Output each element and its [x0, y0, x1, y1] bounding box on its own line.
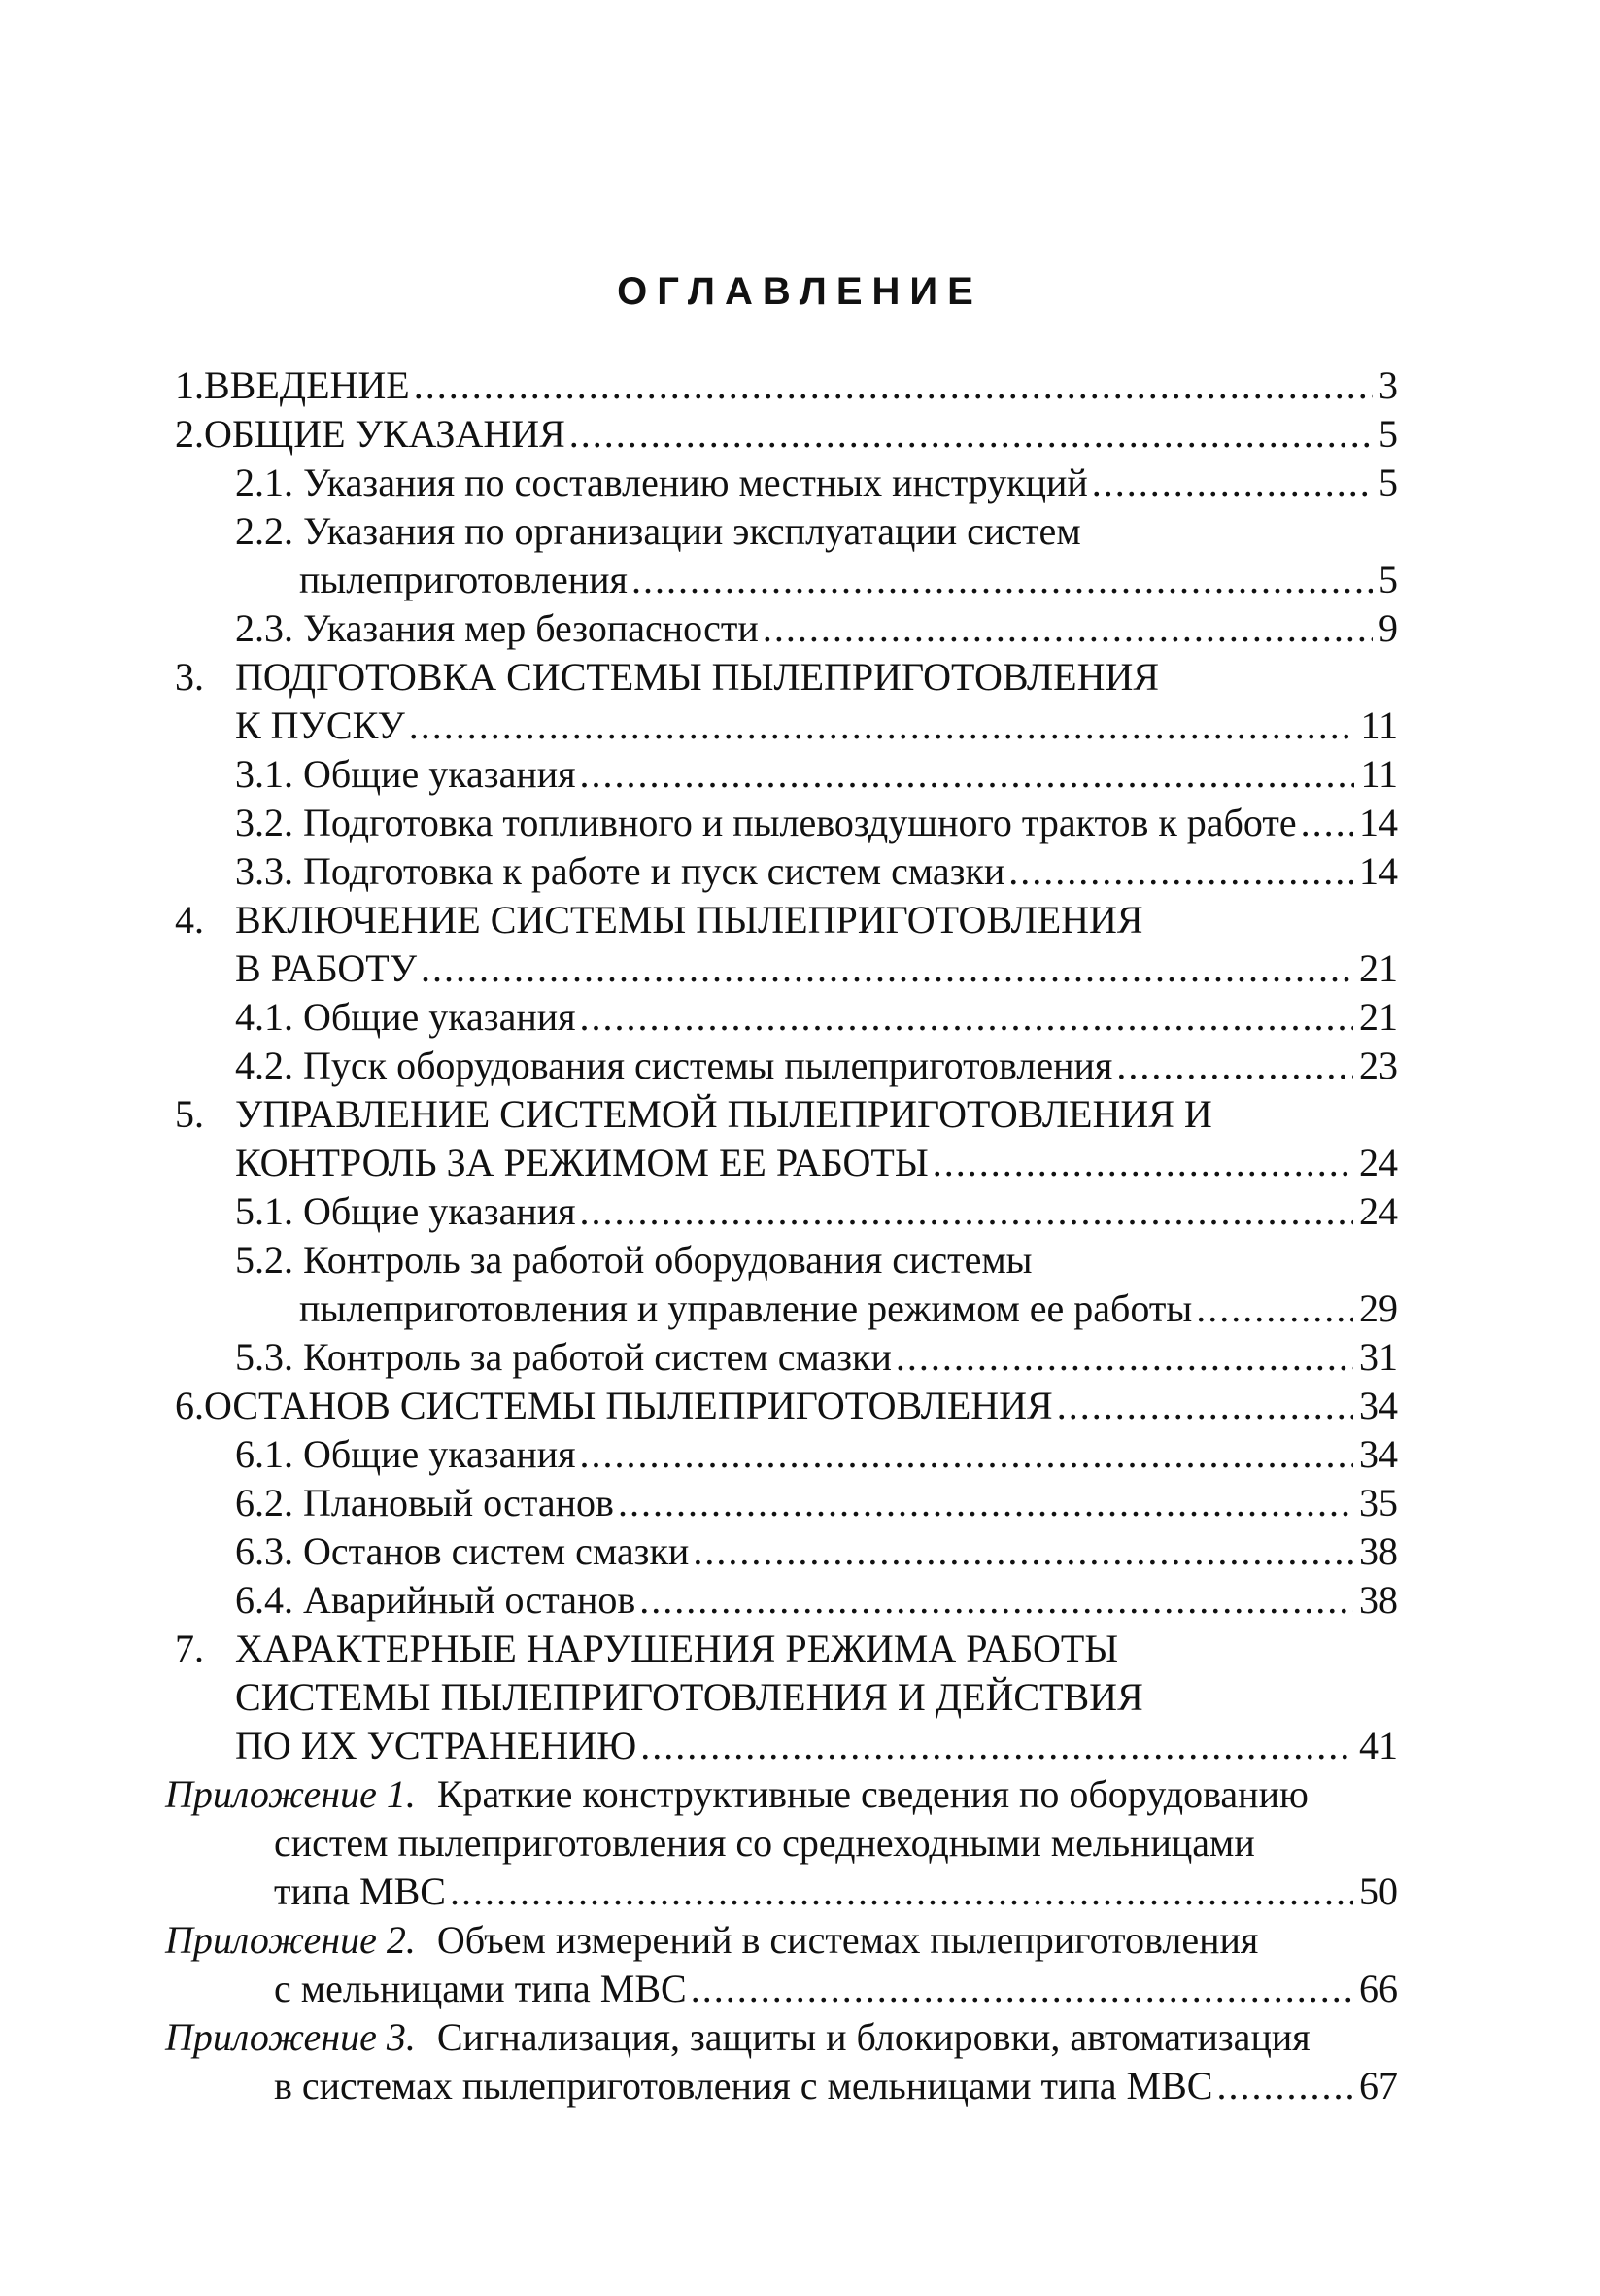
- entry-title: В РАБОТУ: [235, 946, 418, 990]
- entry-title: ХАРАКТЕРНЫЕ НАРУШЕНИЯ РЕЖИМА РАБОТЫ: [235, 1627, 1119, 1670]
- toc-entry: [235, 847, 1398, 896]
- toc-entry: [235, 1187, 1398, 1236]
- entry-title: 4.2. Пуск оборудования системы пылеприготовления: [235, 1044, 1113, 1087]
- leader-dots: [639, 1576, 1353, 1625]
- toc-entry: [175, 1090, 1212, 1139]
- entry-number: 1.: [175, 363, 204, 407]
- entry-title: ОСТАНОВ СИСТЕМЫ ПЫЛЕПРИГОТОВЛЕНИЯ: [204, 1384, 1053, 1427]
- entry-title: 6.3. Останов систем смазки: [235, 1529, 690, 1573]
- entry-title: 3.3. Подготовка к работе и пуск систем смазки: [235, 849, 1005, 893]
- leader-dots: [1008, 847, 1353, 896]
- entry-title: КОНТРОЛЬ ЗА РЕЖИМОМ ЕЕ РАБОТЫ: [235, 1141, 929, 1184]
- leader-dots: [580, 750, 1355, 799]
- entry-page: 41: [1359, 1724, 1398, 1767]
- toc-entry: [175, 1625, 1118, 1673]
- entry-page: 24: [1359, 1189, 1398, 1233]
- toc-entry: [175, 896, 1143, 944]
- toc-entry: [175, 361, 1398, 410]
- entry-title: ОБЩИЕ УКАЗАНИЯ: [204, 412, 565, 456]
- entry-title: 4.1. Общие указания: [235, 995, 576, 1039]
- entry-page: 11: [1360, 752, 1398, 796]
- leader-dots: [1092, 459, 1373, 507]
- appendix-label: Приложение 1.: [165, 1772, 416, 1816]
- entry-title: 5.2. Контроль за работой оборудования системы: [235, 1238, 1033, 1282]
- entry-number: 4.: [175, 898, 204, 942]
- entry-page: 9: [1379, 606, 1398, 650]
- entry-title: с мельницами типа МВС: [274, 1967, 687, 2010]
- entry-page: 5: [1379, 461, 1398, 504]
- leader-dots: [933, 1139, 1353, 1187]
- leader-dots: [580, 993, 1353, 1042]
- leader-dots: [580, 1430, 1353, 1479]
- leader-dots: [450, 1868, 1353, 1916]
- toc-entry-appendix: [165, 2013, 1311, 2062]
- toc-entry: [235, 1479, 1398, 1527]
- entry-title: 3.1. Общие указания: [235, 752, 576, 796]
- leader-dots: [618, 1479, 1353, 1527]
- toc-entry: [235, 750, 1398, 799]
- entry-title: 6.1. Общие указания: [235, 1432, 576, 1476]
- entry-title: УПРАВЛЕНИЕ СИСТЕМОЙ ПЫЛЕПРИГОТОВЛЕНИЯ И: [235, 1092, 1212, 1136]
- entry-number: 3.: [175, 655, 204, 699]
- leader-dots: [421, 944, 1353, 993]
- toc-entry-continuation: [274, 1965, 1398, 2013]
- leader-dots: [1216, 2062, 1353, 2110]
- entry-title: 5.1. Общие указания: [235, 1189, 576, 1233]
- appendix-label: Приложение 3.: [165, 2015, 416, 2059]
- entry-page: 34: [1359, 1432, 1398, 1476]
- toc-entry: [235, 604, 1398, 653]
- leader-dots: [1116, 1042, 1353, 1090]
- toc-entry: [235, 799, 1398, 847]
- toc-entry: [235, 1576, 1398, 1625]
- entry-page: 3: [1379, 363, 1398, 407]
- entry-page: 11: [1360, 703, 1398, 747]
- entry-page: 5: [1379, 412, 1398, 456]
- entry-title: ВВЕДЕНИЕ: [204, 363, 410, 407]
- entry-page: 5: [1379, 558, 1398, 601]
- leader-dots: [1196, 1285, 1353, 1333]
- entry-page: 14: [1359, 849, 1398, 893]
- entry-title: в системах пылеприготовления с мельницами типа МВС: [274, 2064, 1213, 2108]
- entry-page: 23: [1359, 1044, 1398, 1087]
- entry-title: ПОДГОТОВКА СИСТЕМЫ ПЫЛЕПРИГОТОВЛЕНИЯ: [235, 655, 1160, 699]
- entry-page: 29: [1359, 1286, 1398, 1330]
- entry-title: систем пылеприготовления со среднеходными мельницами: [274, 1821, 1255, 1865]
- entry-title: 6.4. Аварийный останов: [235, 1578, 636, 1622]
- toc-entry: [235, 993, 1398, 1042]
- leader-dots: [640, 1722, 1353, 1770]
- toc-entry: [175, 653, 1159, 702]
- leader-dots: [763, 604, 1373, 653]
- toc-entry-continuation: [299, 1285, 1398, 1333]
- entry-page: 14: [1359, 801, 1398, 844]
- entry-title: типа МВС: [274, 1869, 446, 1913]
- leader-dots: [693, 1527, 1353, 1576]
- toc-entry-continuation: [274, 1868, 1398, 1916]
- toc-entry-continuation: [235, 702, 1398, 750]
- toc-entry-appendix: [165, 1916, 1258, 1965]
- toc-entry-continuation: [235, 944, 1398, 993]
- entry-title: пылеприготовления и управление режимом ее работы: [299, 1286, 1193, 1330]
- entry-number: 2.: [175, 412, 204, 456]
- entry-title: Объем измерений в системах пылеприготовления: [436, 1918, 1259, 1962]
- toc-entry: [235, 1430, 1398, 1479]
- entry-page: 21: [1359, 995, 1398, 1039]
- entry-title: 2.1. Указания по составлению местных инструкций: [235, 461, 1088, 504]
- toc-entry: [175, 410, 1398, 459]
- entry-number: 7.: [175, 1627, 204, 1670]
- toc-entry-continuation: [274, 1819, 1255, 1868]
- entry-number: 6.: [175, 1384, 204, 1427]
- toc-entry-continuation: [274, 2062, 1398, 2110]
- toc-entry: [175, 1382, 1398, 1430]
- leader-dots: [414, 361, 1373, 410]
- entry-title: К ПУСКУ: [235, 703, 405, 747]
- entry-title: СИСТЕМЫ ПЫЛЕПРИГОТОВЛЕНИЯ И ДЕЙСТВИЯ: [235, 1675, 1143, 1719]
- entry-page: 38: [1359, 1578, 1398, 1622]
- entry-page: 35: [1359, 1481, 1398, 1525]
- toc-entry: [235, 459, 1398, 507]
- entry-page: 38: [1359, 1529, 1398, 1573]
- leader-dots: [1057, 1382, 1353, 1430]
- entry-number: 5.: [175, 1092, 204, 1136]
- toc-entry-appendix: [165, 1770, 1309, 1819]
- entry-title: 2.2. Указания по организации эксплуатации систем: [235, 509, 1081, 553]
- leader-dots: [1301, 799, 1353, 847]
- toc-entry-continuation: [299, 556, 1398, 604]
- entry-page: 50: [1359, 1869, 1398, 1913]
- appendix-label: Приложение 2.: [165, 1918, 416, 1962]
- leader-dots: [896, 1333, 1353, 1382]
- entry-page: 21: [1359, 946, 1398, 990]
- toc-entry: [235, 1236, 1033, 1285]
- entry-page: 24: [1359, 1141, 1398, 1184]
- entry-title: 5.3. Контроль за работой систем смазки: [235, 1335, 892, 1379]
- toc-entry-continuation: [235, 1673, 1143, 1722]
- leader-dots: [569, 410, 1373, 459]
- leader-dots: [631, 556, 1373, 604]
- leader-dots: [409, 702, 1355, 750]
- leader-dots: [691, 1965, 1353, 2013]
- entry-title: Краткие конструктивные сведения по оборудованию: [436, 1772, 1309, 1816]
- toc-entry: [235, 1042, 1398, 1090]
- entry-title: ПО ИХ УСТРАНЕНИЮ: [235, 1724, 637, 1767]
- toc-entry: [235, 1333, 1398, 1382]
- entry-title: 3.2. Подготовка топливного и пылевоздушного трактов к работе: [235, 801, 1297, 844]
- entry-title: ВКЛЮЧЕНИЕ СИСТЕМЫ ПЫЛЕПРИГОТОВЛЕНИЯ: [235, 898, 1143, 942]
- entry-title: пылеприготовления: [299, 558, 628, 601]
- entry-title: Сигнализация, защиты и блокировки, автоматизация: [436, 2015, 1311, 2059]
- toc-title: ОГЛАВЛЕНИЕ: [617, 270, 983, 313]
- entry-page: 34: [1359, 1384, 1398, 1427]
- toc-entry: [235, 1527, 1398, 1576]
- entry-title: 6.2. Плановый останов: [235, 1481, 614, 1525]
- entry-title: 2.3. Указания мер безопасности: [235, 606, 759, 650]
- entry-page: 31: [1359, 1335, 1398, 1379]
- entry-page: 66: [1359, 1967, 1398, 2010]
- leader-dots: [580, 1187, 1353, 1236]
- entry-page: 67: [1359, 2064, 1398, 2108]
- toc-entry-continuation: [235, 1139, 1398, 1187]
- toc-entry-continuation: [235, 1722, 1398, 1770]
- toc-entry: [235, 507, 1081, 556]
